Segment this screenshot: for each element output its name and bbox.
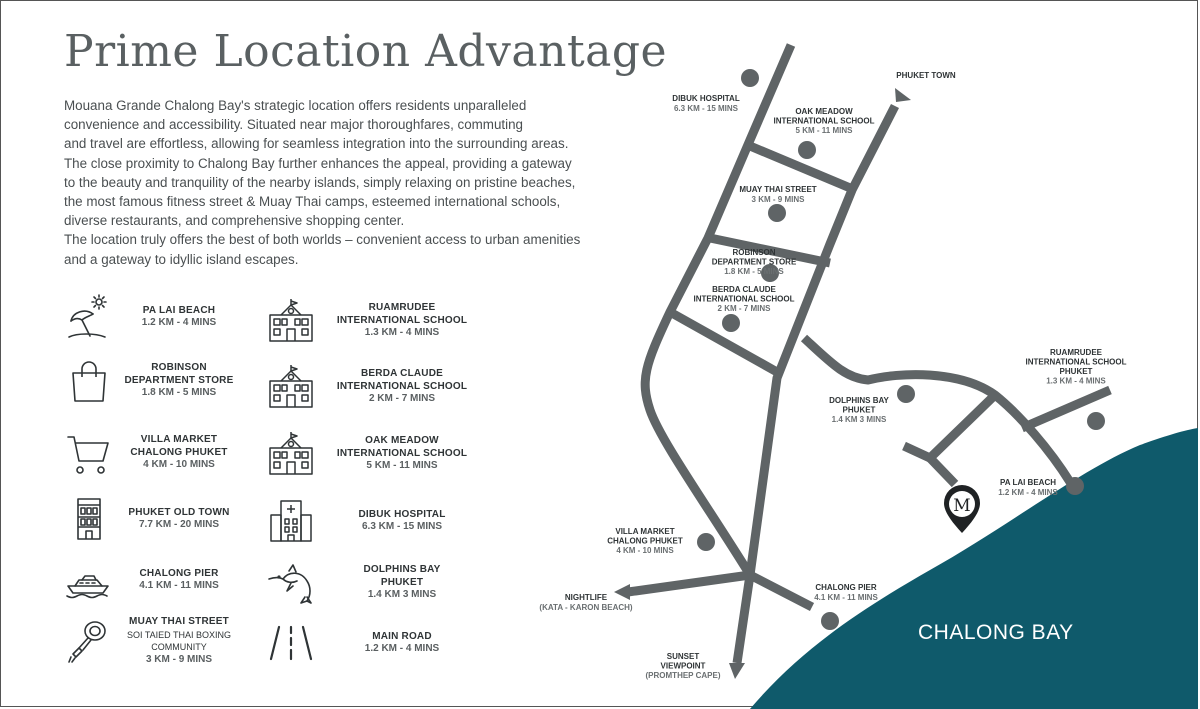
svg-text:NIGHTLIFE(KATA - KARON BEACH) — [539, 593, 633, 612]
amenity-name: VILLA MARKET CHALONG PHUKET — [130, 434, 228, 458]
ruam-name-3: PHUKET — [1059, 367, 1093, 376]
oak-distance: 5 KM - 11 MINS — [795, 126, 853, 135]
amenity-name: BERDA CLAUDE INTERNATIONAL SCHOOL — [336, 368, 468, 392]
muay-distance: 3 KM - 9 MINS — [751, 195, 805, 204]
intro-paragraph: Mouana Grande Chalong Bay's strategic location offers residents unparalleled convenience and accessibility. Situated near major thoroughfares, commuting and travel are effortless, allowing for seamless integration into the surrounding areas. The close proximity to Chalong Bay further enhances the appeal, providing a gateway to the beauty and tranquility of the nearby islands, simply relaxing on pristine beaches, the most famous fitness street & Muay Thai camps, esteemed international schools, diverse restaurants, and comprehensive shopping center. The location truly offers the best of both worlds – convenient access to urban amenities and a gateway to idyllic island escapes. — [64, 98, 581, 267]
dolphin-distance: 1.4 KM 3 MINS — [831, 415, 887, 424]
svg-text:DOLPHINS BAYPHUKET1.4 KM 3 MIN — [829, 396, 889, 424]
arrow-phuket-town — [895, 88, 911, 102]
amenity-distance: 1.4 KM 3 MINS — [367, 589, 437, 601]
dolphin-name-1: DOLPHINS BAY — [829, 396, 889, 405]
amenity-name: CHALONG PIER — [139, 567, 219, 579]
amenity-name: MUAY THAI STREET — [129, 616, 229, 627]
arrow-nightlife — [614, 584, 630, 600]
muay-name: MUAY THAI STREET — [739, 185, 817, 194]
amenity-name: DIBUK HOSPITAL — [358, 508, 446, 520]
robinson-name-2: DEPARTMENT STORE — [711, 257, 797, 267]
pier-distance: 4.1 KM - 11 MINS — [814, 593, 878, 602]
amenity-distance: 6.3 KM - 15 MINS — [361, 521, 443, 532]
marker-letter: M — [953, 496, 971, 516]
villa-name-2: CHALONG PHUKET — [607, 536, 683, 546]
amenity-name: ROBINSON DEPARTMENT STORE — [124, 362, 234, 386]
svg-text:RUAMRUDEEINTERNATIONAL SCHOOLP — [1025, 348, 1126, 386]
amenity-distance: 1.2 KM - 4 MINS — [364, 643, 440, 654]
svg-text:BERDA CLAUDEINTERNATIONAL SCHO — [693, 285, 794, 313]
robinson-name-1: ROBINSON — [732, 248, 776, 257]
svg-text:CHALONG PIER4.1 KM - 11 MINS — [814, 583, 878, 602]
amenity-name: OAK MEADOW INTERNATIONAL SCHOOL — [336, 435, 468, 459]
villa-name-1: VILLA MARKET — [615, 527, 675, 536]
nightlife-name: NIGHTLIFE — [564, 593, 608, 602]
ruam-name-2: INTERNATIONAL SCHOOL — [1025, 357, 1127, 367]
amenity-name: MAIN ROAD — [372, 630, 432, 642]
sunset-name-2: VIEWPOINT — [660, 661, 706, 671]
sunset-name-1: SUNSET — [666, 652, 700, 661]
amenity-name: PHUKET OLD TOWN — [128, 506, 230, 518]
svg-text:OAK MEADOWINTERNATIONAL SCHOOL — [773, 107, 874, 135]
svg-text:PA LAI BEACH1.2 KM - 4 MINS — [998, 478, 1058, 497]
berda-name-2: INTERNATIONAL SCHOOL — [693, 294, 795, 304]
project-location-marker — [944, 485, 980, 533]
amenity-distance: 1.3 KM - 4 MINS — [364, 327, 440, 339]
amenity-name: RUAMRUDEE INTERNATIONAL SCHOOL — [336, 302, 468, 326]
chalong-bay-sea — [750, 428, 1198, 709]
svg-text:VILLA MARKETCHALONG PHUKET4 KM — [607, 527, 683, 555]
oak-name-1: OAK MEADOW — [795, 107, 853, 116]
page-title: Prime Location Advantage — [64, 26, 668, 77]
amenity-distance: 1.8 KM - 5 MINS — [141, 387, 217, 399]
svg-text:DIBUK HOSPITAL6.3 KM - 15 MINS — [672, 94, 740, 113]
amenity-subtitle: SOI TAIED THAI BOXING COMMUNITY — [126, 629, 232, 652]
svg-text:MUAY THAI STREET3 KM - 9 MINS — [739, 185, 816, 204]
amenity-distance: 5 KM - 11 MINS — [366, 460, 438, 472]
amenity-distance: 2 KM - 7 MINS — [368, 393, 436, 405]
villa-distance: 4 KM - 10 MINS — [616, 546, 674, 555]
amenity-name: DOLPHINS BAY PHUKET — [363, 564, 441, 588]
pier-name: CHALONG PIER — [815, 583, 877, 592]
berda-distance: 2 KM - 7 MINS — [717, 304, 771, 313]
amenity-distance: 1.2 KM - 4 MINS — [141, 317, 217, 328]
dibuk-name: DIBUK HOSPITAL — [672, 94, 740, 103]
amenity-distance: 7.7 KM - 20 MINS — [138, 519, 220, 530]
palai-distance: 1.2 KM - 4 MINS — [998, 488, 1058, 497]
berda-name-1: BERDA CLAUDE — [712, 285, 776, 294]
palai-name: PA LAI BEACH — [1000, 478, 1056, 487]
phuket-town-label: PHUKET TOWN — [896, 71, 956, 80]
nightlife-sub: (KATA - KARON BEACH) — [539, 603, 633, 612]
oak-name-2: INTERNATIONAL SCHOOL — [773, 116, 875, 126]
amenity-name: PA LAI BEACH — [142, 304, 216, 316]
amenity-distance: 3 KM - 9 MINS — [145, 653, 213, 665]
ruam-distance: 1.3 KM - 4 MINS — [1046, 376, 1106, 386]
dolphin-name-2: PHUKET — [842, 405, 876, 415]
sunset-sub: (PROMTHEP CAPE) — [645, 671, 721, 680]
ruam-name-1: RUAMRUDEE — [1050, 348, 1102, 357]
amenity-distance: 4.1 KM - 11 MINS — [139, 580, 219, 591]
robinson-distance: 1.8 KM - 5 MINS — [724, 267, 784, 276]
amenity-distance: 4 KM - 10 MINS — [143, 459, 215, 471]
svg-text:SUNSETVIEWPOINT(PROMTHEP CAPE) — [646, 652, 721, 680]
arrow-sunset — [729, 663, 745, 679]
bay-name: CHALONG BAY — [918, 621, 1074, 644]
dibuk-distance: 6.3 KM - 15 MINS — [673, 104, 739, 113]
